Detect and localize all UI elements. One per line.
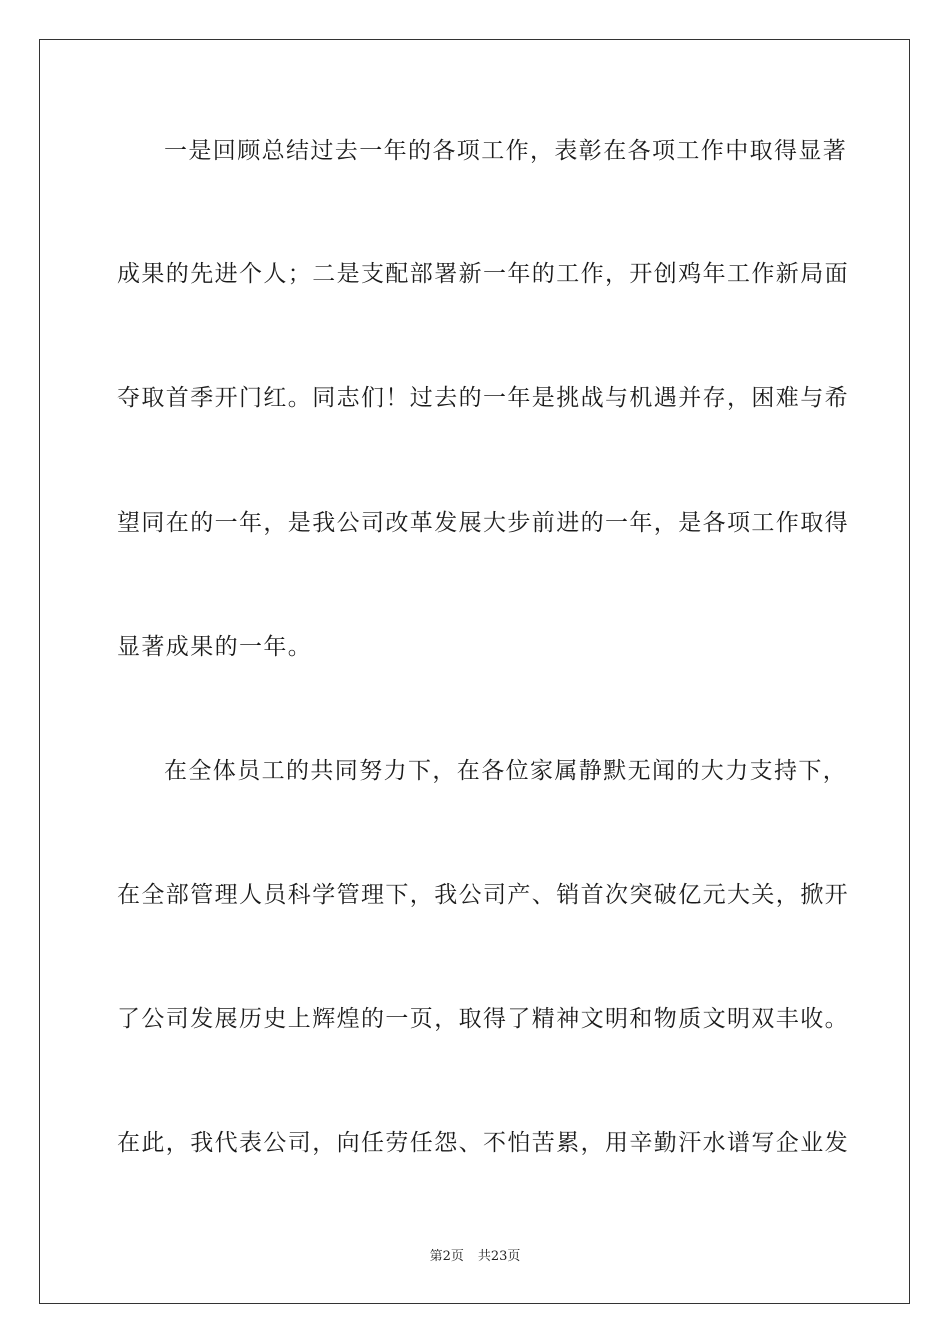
paragraph-line: 一是回顾总结过去一年的各项工作，表彰在各项工作中取得显著 <box>164 138 848 164</box>
total-pages: 共23页 <box>477 1249 521 1264</box>
paragraph-line: 显著成果的一年。 <box>117 634 313 660</box>
page-number: 第2页 <box>429 1249 464 1264</box>
paragraph-line: 在此，我代表公司，向任劳任怨、不怕苦累，用辛勤汗水谱写企业发 <box>117 1130 849 1156</box>
paragraph-line: 成果的先进个人；二是支配部署新一年的工作，开创鸡年工作新局面 <box>117 261 849 287</box>
paragraph-line: 夺取首季开门红。同志们！过去的一年是挑战与机遇并存，困难与希 <box>117 385 849 411</box>
paragraph-line: 望同在的一年，是我公司改革发展大步前进的一年，是各项工作取得 <box>117 510 849 536</box>
page-footer <box>0 1248 950 1266</box>
paragraph-line: 在全部管理人员科学管理下，我公司产、销首次突破亿元大关，掀开 <box>117 882 849 908</box>
paragraph-line: 在全体员工的共同努力下，在各位家属静默无闻的大力支持下， <box>164 758 848 784</box>
paragraph-line: 了公司发展历史上辉煌的一页，取得了精神文明和物质文明双丰收。 <box>117 1006 849 1032</box>
page-border <box>39 39 910 1304</box>
